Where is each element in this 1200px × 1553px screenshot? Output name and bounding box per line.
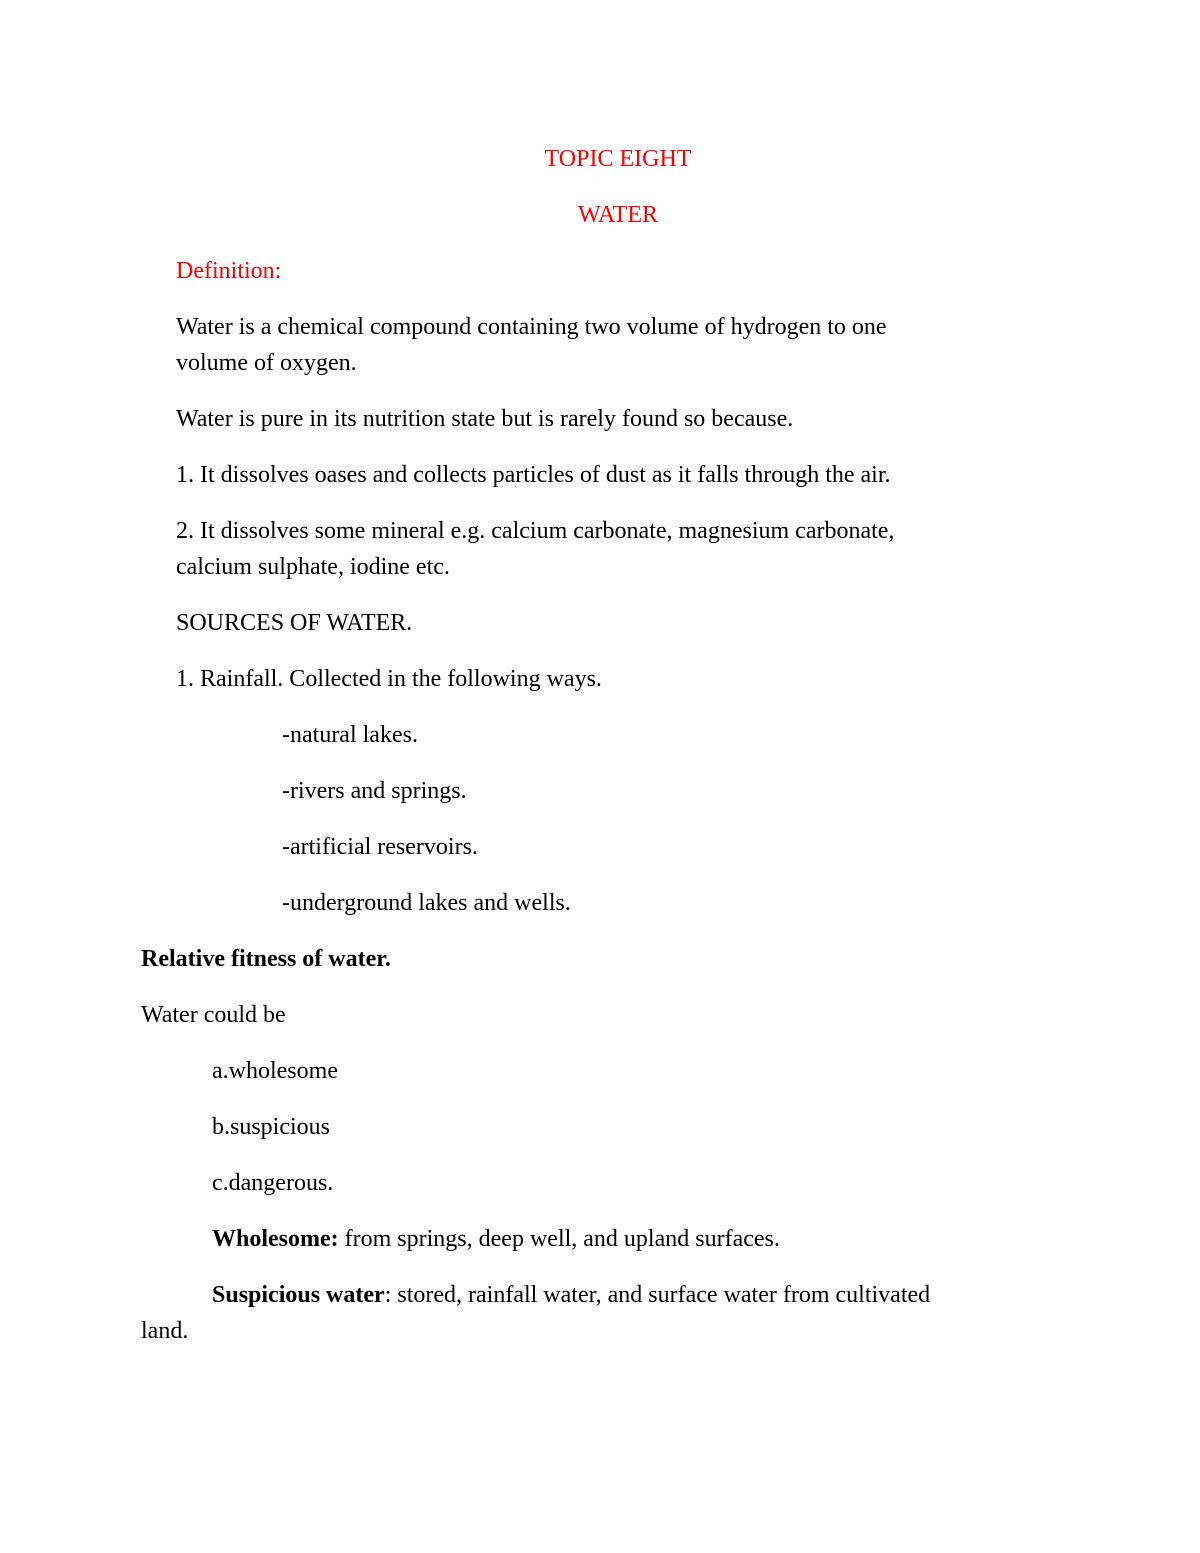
- fitness-type-item: b.suspicious: [212, 1114, 331, 1140]
- wholesome-paragraph: [212, 1227, 780, 1251]
- source-1: 1. Rainfall. Collected in the following ways.: [176, 666, 602, 692]
- suspicious-text: : stored, rainfall water, and surface water from cultivated: [384, 1282, 931, 1308]
- purity-text: Water is pure in its nutrition state but is rarely found so because.: [176, 406, 794, 432]
- suspicious-paragraph-line1: [212, 1283, 930, 1307]
- fitness-type-item: c.dangerous.: [212, 1170, 334, 1196]
- fitness-heading: Relative fitness of water.: [141, 946, 391, 972]
- reason-1: 1. It dissolves oases and collects particles of dust as it falls through the air.: [176, 462, 891, 488]
- sources-heading: SOURCES OF WATER.: [176, 610, 413, 636]
- collection-way-item: -natural lakes.: [282, 722, 418, 748]
- wholesome-label: Wholesome:: [212, 1226, 339, 1252]
- wholesome-text: from springs, deep well, and upland surfaces.: [338, 1226, 780, 1252]
- reason-2-line1: 2. It dissolves some mineral e.g. calcium carbonate, magnesium carbonate,: [176, 518, 895, 544]
- fitness-type-item: a.wholesome: [212, 1058, 338, 1084]
- fitness-intro: Water could be: [141, 1002, 286, 1028]
- suspicious-paragraph-line2: land.: [141, 1318, 189, 1344]
- definition-heading: Definition:: [176, 258, 282, 284]
- definition-text-line1: Water is a chemical compound containing two volume of hydrogen to one: [176, 314, 887, 340]
- reason-2-line2: calcium sulphate, iodine etc.: [176, 554, 450, 580]
- definition-text-line2: volume of oxygen.: [176, 350, 357, 376]
- topic-heading: TOPIC EIGHT: [544, 146, 692, 172]
- suspicious-label: Suspicious water: [212, 1282, 385, 1308]
- collection-way-item: -artificial reservoirs.: [282, 834, 478, 860]
- collection-way-item: -underground lakes and wells.: [282, 890, 571, 916]
- collection-way-item: -rivers and springs.: [282, 778, 467, 804]
- page-title: WATER: [578, 202, 658, 228]
